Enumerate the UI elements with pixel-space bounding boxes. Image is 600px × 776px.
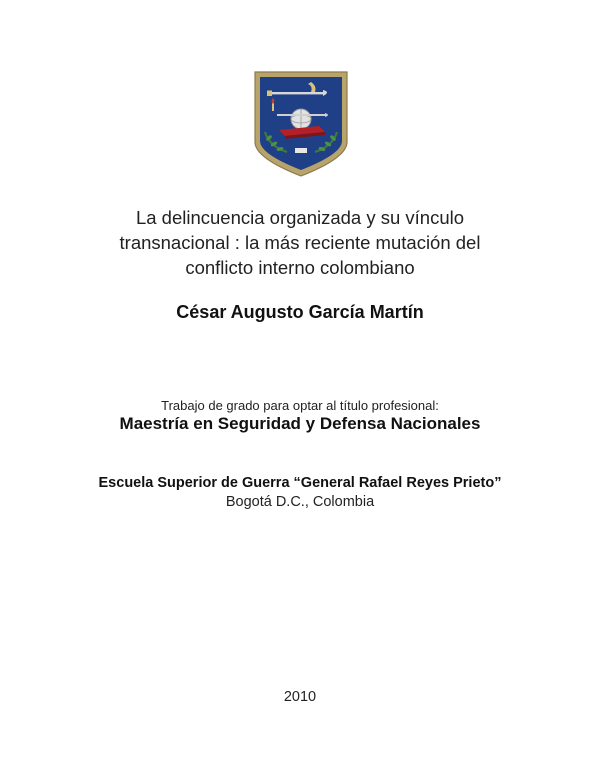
school-crest-icon — [253, 70, 349, 178]
thesis-title-line-2: transnacional : la más reciente mutación del — [119, 232, 481, 253]
thesis-title — [60, 205, 540, 280]
school-name: Escuela Superior de Guerra “General Rafael Reyes Prieto” — [98, 475, 502, 491]
degree-intro: Trabajo de grado para optar al título profesional: — [161, 398, 439, 413]
author-name: César Augusto García Martín — [176, 302, 424, 322]
thesis-title-line-1: La delincuencia organizada y su vínculo — [135, 207, 465, 228]
thesis-title-line-3: conflicto interno colombiano — [185, 257, 415, 278]
publication-year: 2010 — [283, 689, 317, 705]
location: Bogotá D.C., Colombia — [225, 494, 375, 510]
degree-name: Maestría en Seguridad y Defensa Nacionales — [119, 414, 481, 433]
